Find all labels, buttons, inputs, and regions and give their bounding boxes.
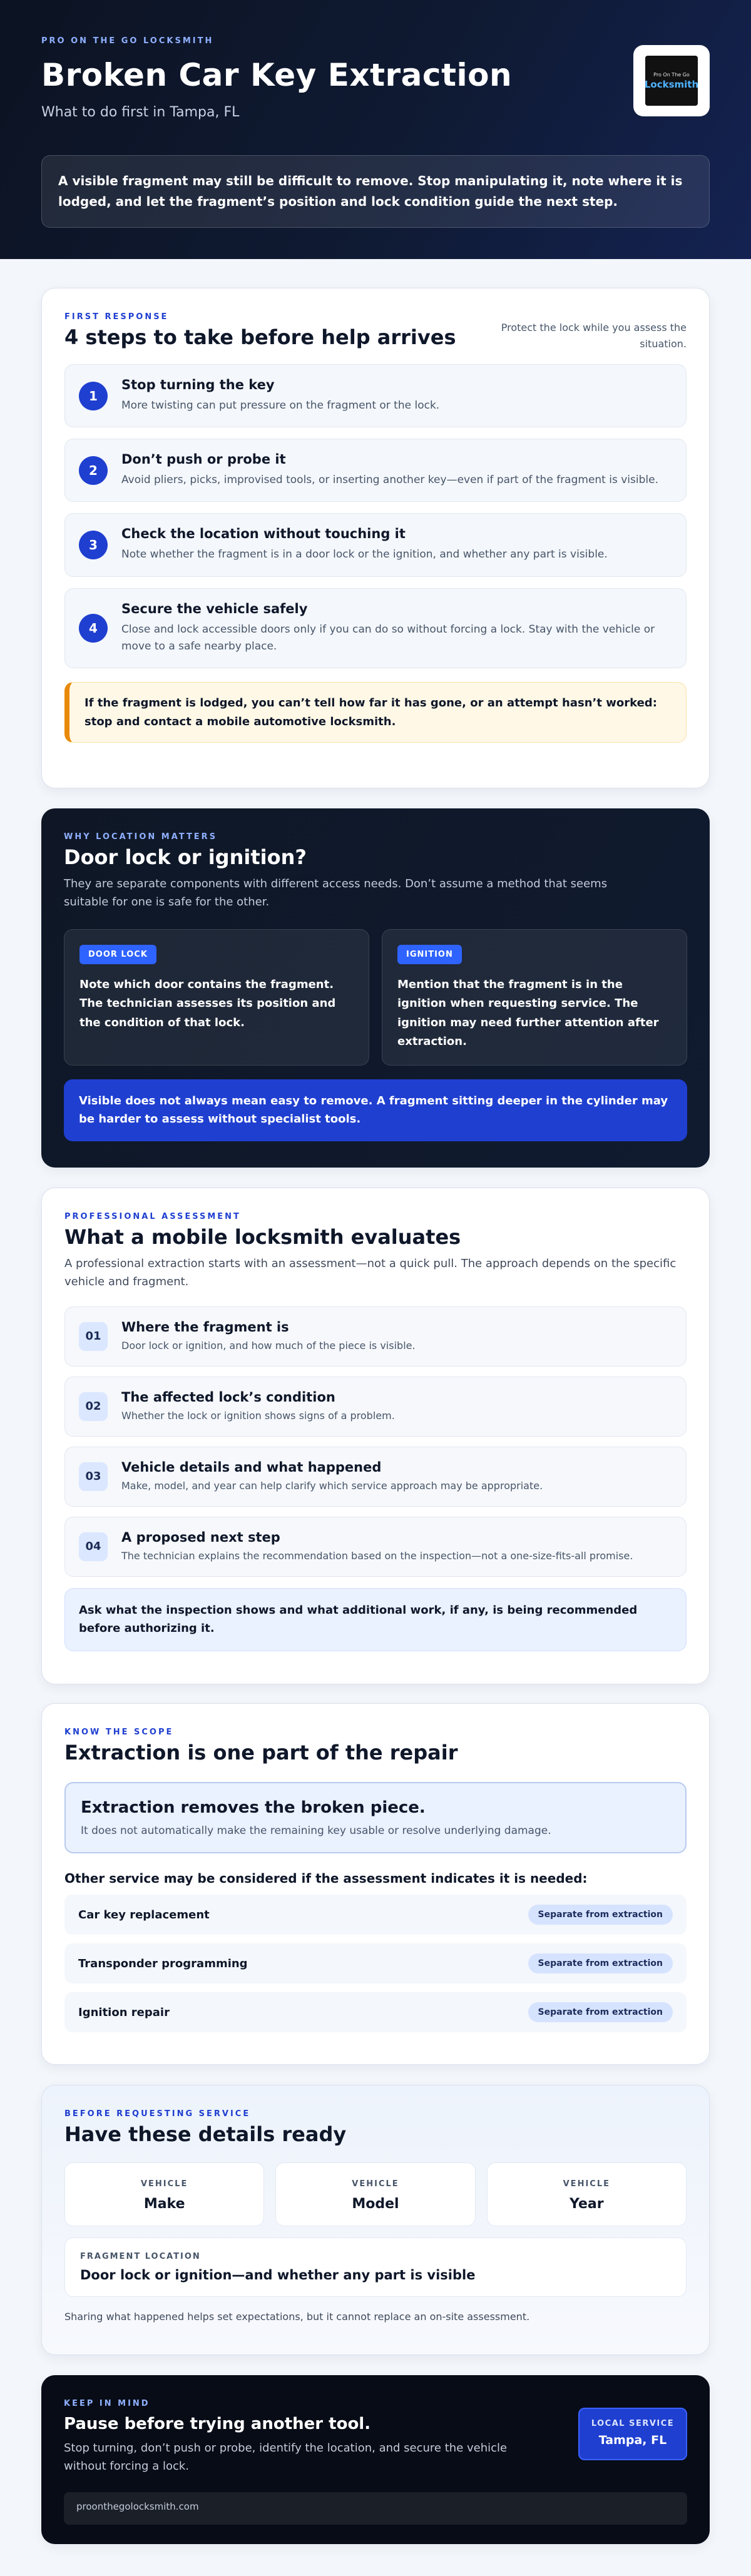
- detail-value: Year: [570, 2196, 604, 2212]
- service-name: Transponder programming: [78, 1957, 248, 1970]
- item-desc: The technician explains the recommendation based on the inspection—not a one-size-fits-all promise.: [121, 1549, 633, 1562]
- details-footnote: Sharing what happened helps set expectations, but it cannot replace an on-site assessment.: [64, 2311, 530, 2323]
- step-number: 1: [79, 382, 108, 410]
- assessment-list: [64, 1306, 687, 1577]
- logo-text-top: Pro On The Go: [653, 71, 690, 78]
- item-title: Where the fragment is: [121, 1319, 289, 1335]
- warning-callout: If the fragment is lodged, you can’t tell how far it has gone, or an attempt hasn’t worked: stop and contact a mobile automotive locksmith.: [64, 682, 687, 743]
- assessment-note: Ask what the inspection shows and what additional work, if any, is being recommended before authorizing it.: [64, 1588, 687, 1651]
- scope-highlight-title: Extraction removes the broken piece.: [81, 1798, 426, 1817]
- local-service-badge: [578, 2408, 687, 2460]
- vehicle-model-box: [275, 2162, 475, 2226]
- vehicle-year-box: [487, 2162, 687, 2226]
- item-code: 04: [79, 1532, 108, 1561]
- section-eyebrow: KNOW THE SCOPE: [64, 1728, 174, 1737]
- ignition-tag: IGNITION: [397, 945, 462, 964]
- service-name: Car key replacement: [78, 1908, 210, 1922]
- service-row: [64, 1895, 687, 1935]
- status-badge: Separate from extraction: [528, 1953, 673, 1973]
- status-badge: Separate from extraction: [528, 2002, 673, 2022]
- logo: [633, 45, 710, 116]
- step-number: 2: [79, 456, 108, 485]
- service-row: [64, 1943, 687, 1983]
- section-title: Door lock or ignition?: [64, 845, 307, 869]
- door-lock-box: [64, 929, 369, 1066]
- step-title: Secure the vehicle safely: [121, 601, 308, 616]
- step-desc: More twisting can put pressure on the fragment or the lock.: [121, 399, 440, 412]
- section-desc: Stop turning, don’t push or probe, identify the location, and secure the vehicle without forcing a lock.: [64, 2441, 508, 2473]
- location-note: Visible does not always mean easy to remove. A fragment sitting deeper in the cylinder may be harder to assess without specialist tools.: [64, 1079, 687, 1141]
- service-name: Ignition repair: [78, 2005, 170, 2019]
- vehicle-details-grid: [64, 2162, 687, 2226]
- section-title: Have these details ready: [64, 2122, 347, 2146]
- detail-label: FRAGMENT LOCATION: [80, 2252, 201, 2261]
- logo-text-main: Locksmith: [644, 78, 699, 90]
- item-desc: Door lock or ignition, and how much of the piece is visible.: [121, 1339, 416, 1352]
- assessment-item: [64, 1517, 687, 1577]
- section-eyebrow: WHY LOCATION MATTERS: [64, 832, 218, 842]
- step-item: [64, 364, 687, 427]
- page-title: Broken Car Key Extraction: [41, 57, 513, 93]
- location-grid: [64, 929, 687, 1066]
- location-card: [41, 808, 710, 1168]
- item-title: The affected lock’s condition: [121, 1389, 335, 1405]
- badge-value: Tampa, FL: [598, 2433, 667, 2447]
- item-desc: Make, model, and year can help clarify which service approach may be appropriate.: [121, 1479, 543, 1492]
- item-title: Vehicle details and what happened: [121, 1459, 382, 1475]
- detail-value: Model: [352, 2196, 399, 2212]
- service-row: [64, 1992, 687, 2032]
- step-title: Check the location without touching it: [121, 526, 406, 542]
- assessment-item: [64, 1377, 687, 1437]
- keep-in-mind-card: [41, 2375, 710, 2544]
- ignition-box: [382, 929, 687, 1066]
- section-eyebrow: PROFESSIONAL ASSESSMENT: [64, 1212, 241, 1221]
- steps-list: [64, 364, 687, 668]
- detail-value: Make: [143, 2196, 185, 2212]
- section-eyebrow: KEEP IN MIND: [64, 2399, 150, 2408]
- step-desc: Close and lock accessible doors only if you can do so without forcing a lock. Stay with the vehicle or move to a safe nearby place.: [121, 623, 655, 653]
- section-eyebrow: FIRST RESPONSE: [64, 312, 169, 322]
- ignition-text: Mention that the fragment is in the ignition when requesting service. The ignition may need further attention after extraction.: [397, 977, 659, 1049]
- detail-label: VEHICLE: [352, 2179, 399, 2189]
- detail-label: VEHICLE: [140, 2179, 188, 2189]
- section-lead: A professional extraction starts with an assessment—not a quick pull. The approach depends on the specific vehicle and fragment.: [64, 1257, 677, 1288]
- door-lock-tag: DOOR LOCK: [79, 945, 156, 964]
- scope-card: [41, 1703, 710, 2065]
- step-number: 3: [79, 531, 108, 559]
- section-eyebrow: BEFORE REQUESTING SERVICE: [64, 2109, 251, 2119]
- side-note: Protect the lock while you assess the situation.: [501, 322, 687, 350]
- section-title: What a mobile locksmith evaluates: [64, 1225, 461, 1249]
- vehicle-make-box: [64, 2162, 264, 2226]
- section-title: 4 steps to take before help arrives: [64, 325, 456, 349]
- assessment-item: [64, 1447, 687, 1507]
- assessment-card: [41, 1188, 710, 1684]
- step-item: [64, 439, 687, 502]
- website-url[interactable]: proonthegolocksmith.com: [64, 2492, 687, 2525]
- hero-eyebrow: PRO ON THE GO LOCKSMITH: [41, 36, 214, 46]
- badge-label: LOCAL SERVICE: [591, 2419, 675, 2428]
- page-subtitle: What to do first in Tampa, FL: [41, 104, 240, 120]
- scope-highlight-desc: It does not automatically make the remaining key usable or resolve underlying damage.: [81, 1825, 551, 1837]
- step-title: Don’t push or probe it: [121, 452, 286, 467]
- detail-label: VEHICLE: [563, 2179, 610, 2189]
- status-badge: Separate from extraction: [528, 1905, 673, 1925]
- scope-subheading: Other service may be considered if the assessment indicates it is needed:: [64, 1871, 588, 1886]
- hero-header: [0, 0, 751, 259]
- section-title: Pause before trying another tool.: [64, 2415, 371, 2433]
- details-card: [41, 2085, 710, 2355]
- logo-mark: [645, 56, 698, 106]
- step-number: 4: [79, 614, 108, 643]
- assessment-item: [64, 1306, 687, 1367]
- detail-value: Door lock or ignition—and whether any part is visible: [80, 2268, 476, 2283]
- item-code: 02: [79, 1392, 108, 1421]
- section-lead: They are separate components with different access needs. Don’t assume a method that seems suitable for one is safe for the other.: [64, 877, 608, 909]
- section-title: Extraction is one part of the repair: [64, 1741, 458, 1764]
- step-desc: Avoid pliers, picks, improvised tools, or inserting another key—even if part of the fragment is visible.: [121, 474, 658, 487]
- fragment-location-box: [64, 2237, 687, 2297]
- step-item: [64, 513, 687, 576]
- step-desc: Note whether the fragment is in a door lock or the ignition, and whether any part is visible.: [121, 548, 608, 561]
- step-item: [64, 588, 687, 668]
- hero-note: A visible fragment may still be difficult to remove. Stop manipulating it, note where it is lodged, and let the fragment’s position and lock condition guide the next step.: [41, 155, 710, 228]
- item-code: 03: [79, 1462, 108, 1491]
- scope-highlight: [64, 1782, 687, 1853]
- door-lock-text: Note which door contains the fragment. The technician assesses its position and the condition of that lock.: [79, 977, 336, 1029]
- step-title: Stop turning the key: [121, 377, 275, 392]
- item-desc: Whether the lock or ignition shows signs of a problem.: [121, 1409, 395, 1422]
- first-response-card: [41, 288, 710, 788]
- item-code: 01: [79, 1322, 108, 1351]
- item-title: A proposed next step: [121, 1529, 280, 1545]
